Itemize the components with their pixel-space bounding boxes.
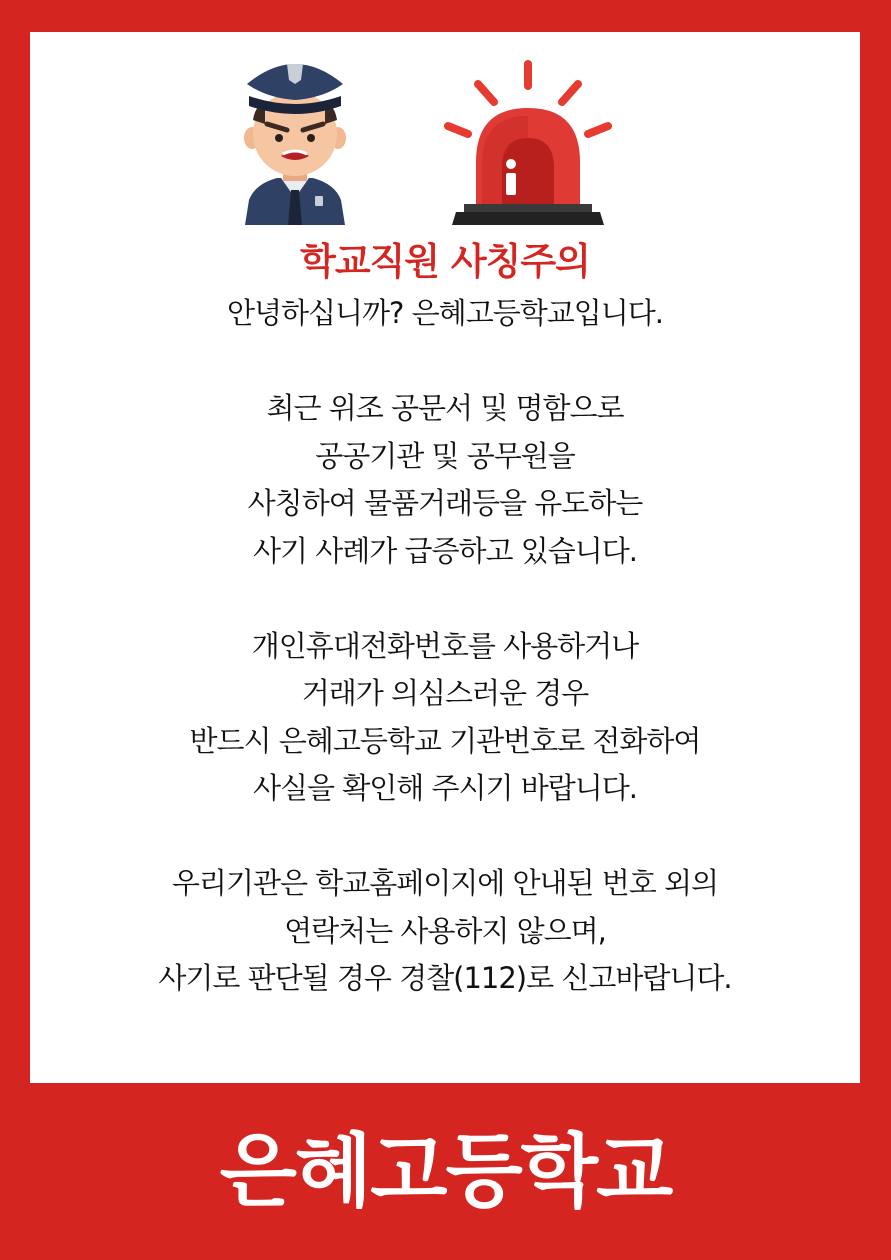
greeting-line: 안녕하십니까? 은혜고등학교입니다. <box>226 296 664 330</box>
school-name-footer: 은혜고등학교 <box>219 1125 672 1218</box>
paragraph2-line: 사실을 확인해 주시기 바랍니다. <box>252 771 638 805</box>
paragraph3-line: 연락처는 사용하지 않으며, <box>284 913 606 948</box>
notice-card <box>30 32 860 1083</box>
paragraph1-line: 사칭하여 물품거래등을 유도하는 <box>247 486 643 520</box>
illustrations <box>30 50 860 250</box>
paragraph1-line: 사기 사례가 급증하고 있습니다. <box>252 533 638 568</box>
paragraph-gap <box>30 338 860 386</box>
police-officer-icon <box>225 50 365 225</box>
paragraph3-line: 우리기관은 학교홈페이지에 안내된 번호 외의 <box>171 866 719 900</box>
paragraph-gap <box>30 813 860 861</box>
notice-body <box>30 290 860 1003</box>
paragraph2-line: 반드시 은혜고등학교 기관번호로 전화하여 <box>189 723 701 758</box>
paragraph2-line: 거래가 의심스러운 경우 <box>301 676 589 710</box>
notice-title: 학교직원 사칭주의 <box>300 240 590 283</box>
paragraph1-line: 공공기관 및 공무원을 <box>315 438 575 473</box>
siren-alarm-icon <box>438 60 618 225</box>
paragraph1-line: 최근 위조 공문서 및 명함으로 <box>266 391 624 425</box>
paragraph3-line: 사기로 판단될 경우 경찰(112)로 신고바랍니다. <box>158 961 732 995</box>
paragraph-gap <box>30 575 860 623</box>
paragraph2-line: 개인휴대전화번호를 사용하거나 <box>251 628 639 663</box>
